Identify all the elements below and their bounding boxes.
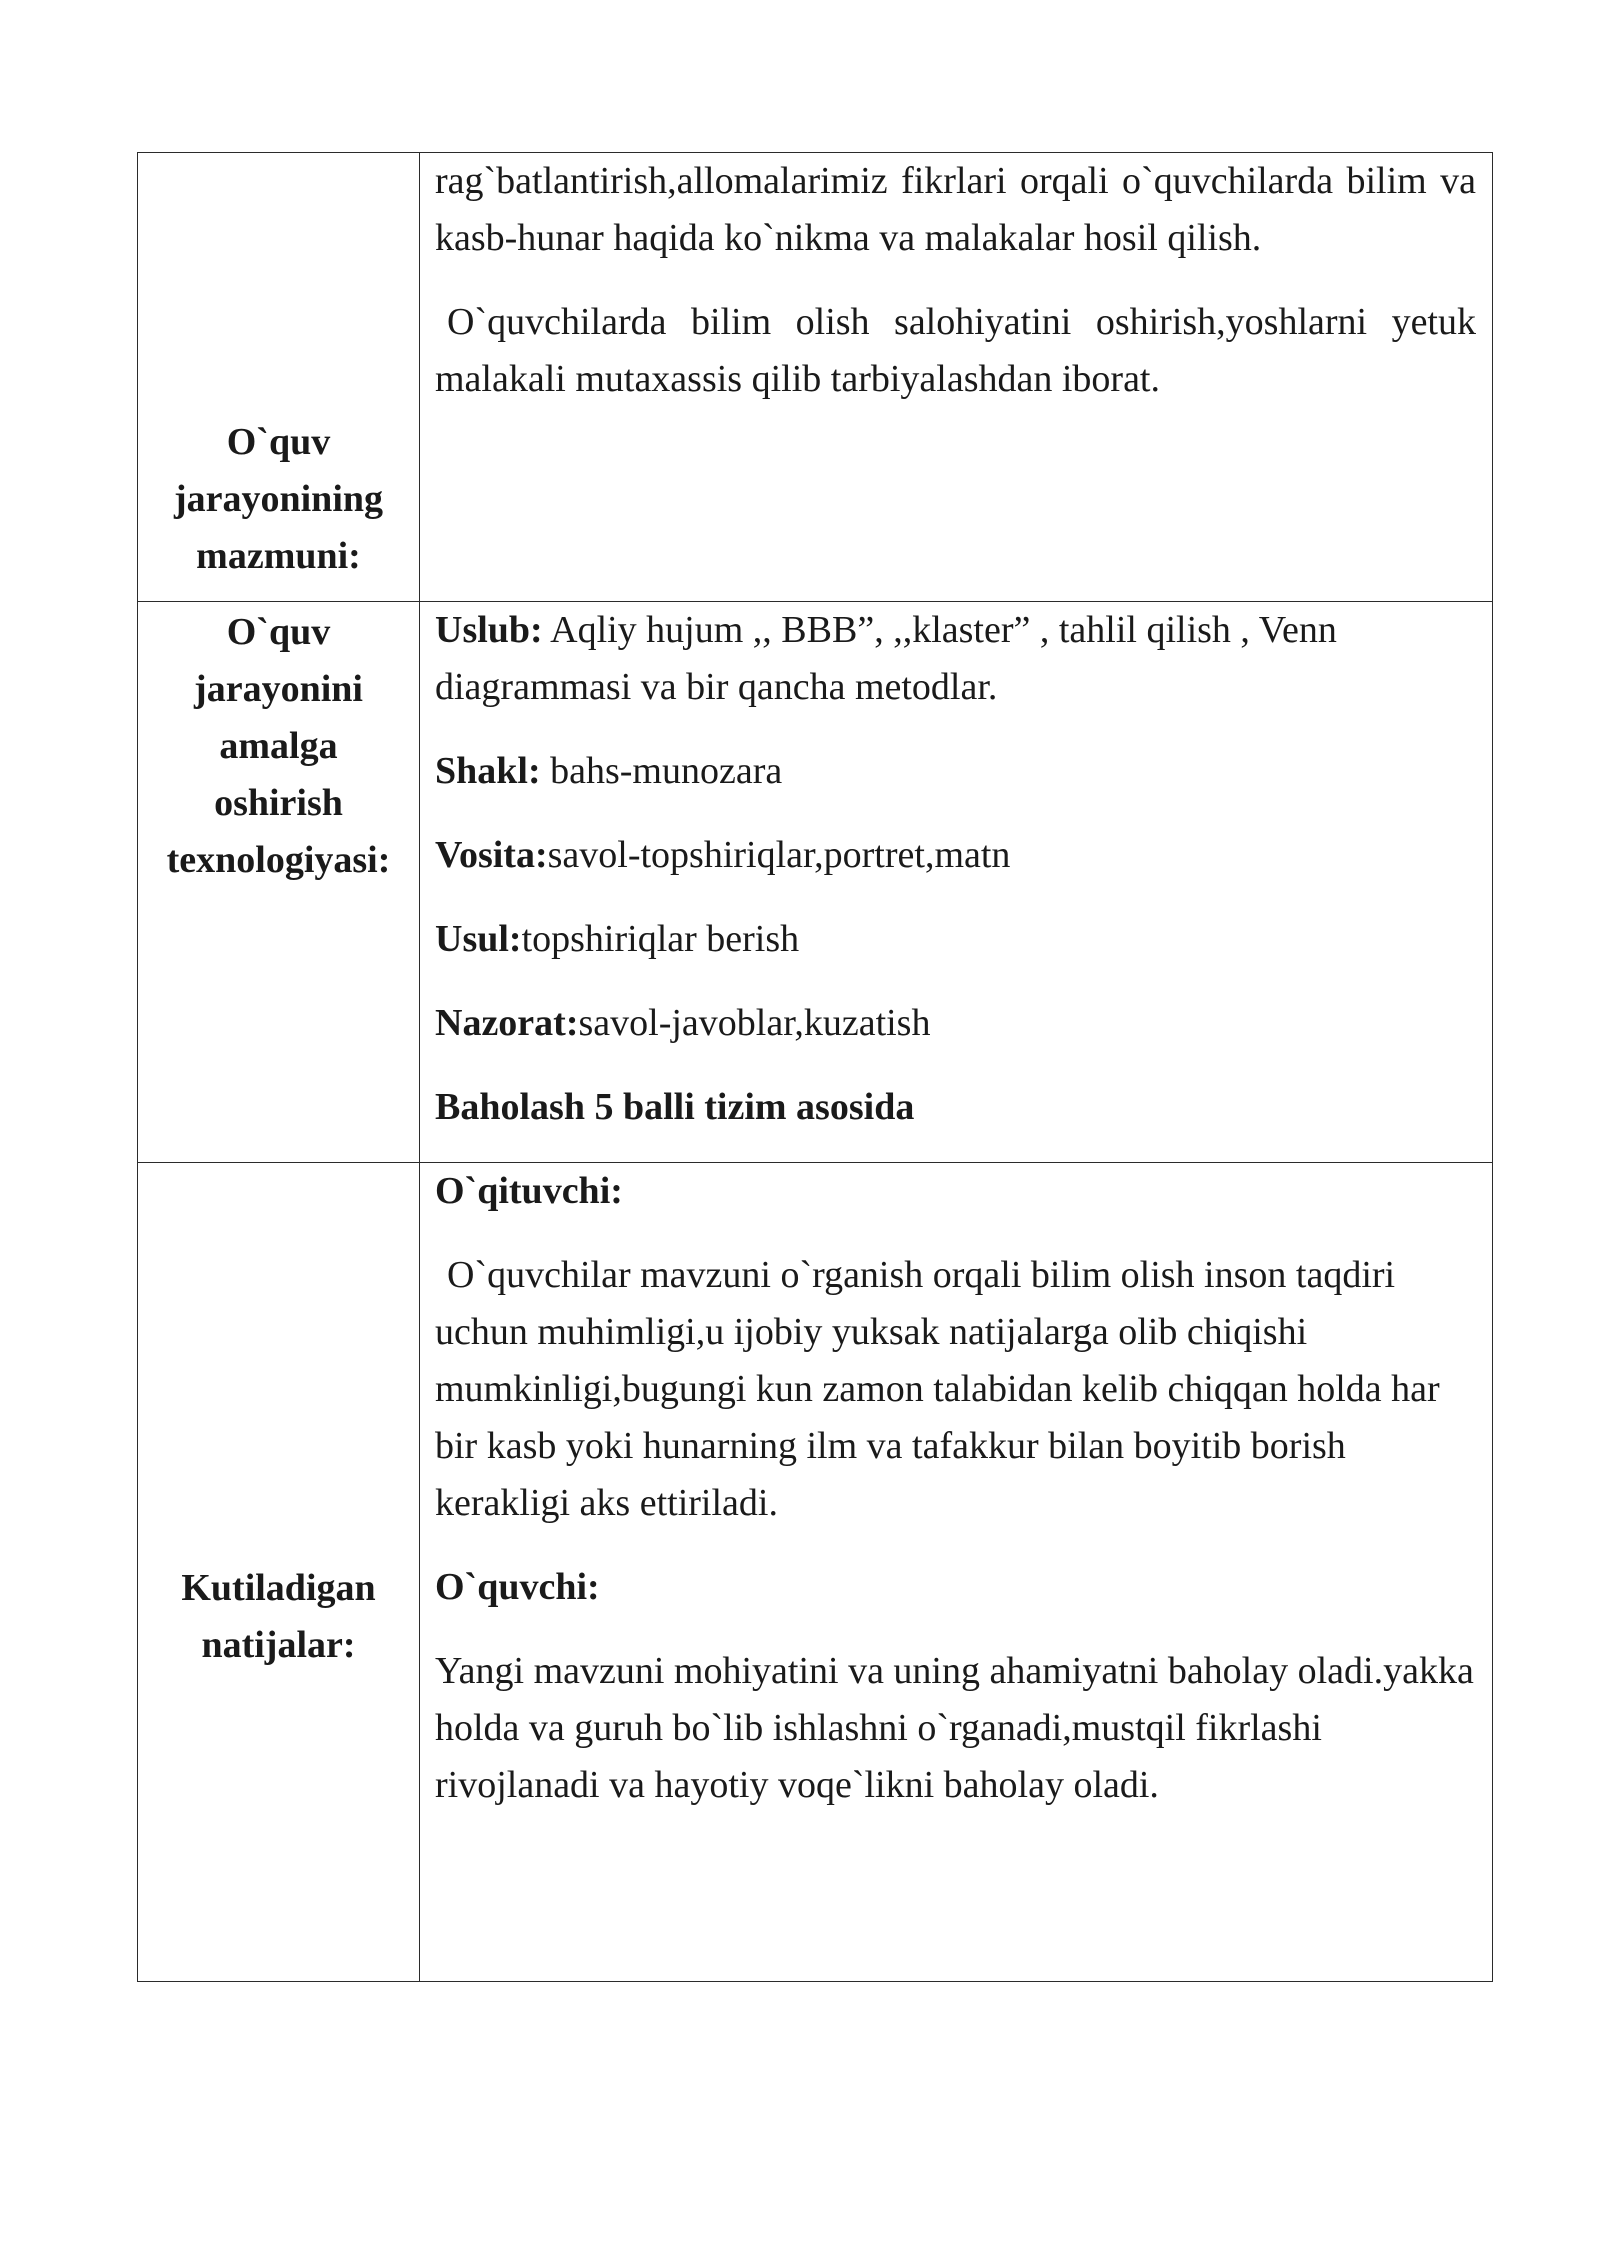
- item-text: Aqliy hujum ,, BBB”, ,,klaster” , tahlil qilish , Venn diagrammasi va bir qancha metodlar.: [435, 609, 1337, 708]
- paragraph: O`quvchilarda bilim olish salohiyatini oshirish,yoshlarni yetuk malakali mutaxassis qilib tarbiyalashdan iborat.: [435, 301, 1476, 400]
- method-item: [435, 602, 1476, 716]
- teacher-paragraph: O`quvchilar mavzuni o`rganish orqali bilim olish inson taqdiri uchun muhimligi,u ijobiy yuksak natijalarga olib chiqishi mumkinligi,bugungi kun zamon talabidan kelib chiqqan holda har bir kasb yoki hunarning ilm va tafakkur bilan boyitib borish kerakligi aks ettiriladi.: [435, 1254, 1440, 1524]
- label-line: texnologiyasi:: [166, 839, 391, 881]
- item-text: savol-topshiriqlar,portret,matn: [547, 834, 1011, 876]
- label-line: jarayonining: [173, 478, 384, 520]
- row-label-expected-results: [138, 1163, 420, 1982]
- label-line: O`quv: [226, 611, 331, 653]
- table-row-technology: [138, 602, 1493, 1163]
- item-text: savol-javoblar,kuzatish: [578, 1002, 931, 1044]
- means-item: [435, 827, 1476, 884]
- row-label-content: [138, 153, 420, 602]
- student-heading: O`quvchi:: [435, 1566, 600, 1608]
- label-line: amalga: [219, 725, 338, 767]
- item-term: Shakl:: [435, 750, 541, 792]
- label-line: mazmuni:: [196, 535, 361, 577]
- row-label-technology: [138, 602, 420, 1163]
- form-item: [435, 743, 1476, 800]
- item-term: Baholash 5 balli tizim asosida: [435, 1086, 915, 1128]
- paragraph: rag`batlantirish,allomalarimiz fikrlari orqali o`quvchilarda bilim va kasb-hunar haqida ko`nikma va malakalar hosil qilish.: [435, 160, 1476, 259]
- item-term: Uslub:: [435, 609, 543, 651]
- item-term: Usul:: [435, 918, 522, 960]
- assessment-item: [435, 1079, 1476, 1136]
- label-line: Kutiladigan: [181, 1567, 376, 1609]
- lesson-plan-table: [137, 152, 1493, 1982]
- approach-item: [435, 911, 1476, 968]
- label-line: natijalar:: [201, 1624, 356, 1666]
- item-term: Nazorat:: [435, 1002, 579, 1044]
- label-line: oshirish: [214, 782, 343, 824]
- teacher-heading: O`qituvchi:: [435, 1170, 623, 1212]
- student-paragraph: Yangi mavzuni mohiyatini va uning ahamiyatni baholay oladi.yakka holda va guruh bo`lib ishlashni o`rganadi,mustqil fikrlashi rivojlanadi va hayotiy voqe`likni baholay oladi.: [435, 1650, 1474, 1806]
- item-term: Vosita:: [435, 834, 548, 876]
- label-line: O`quv: [226, 421, 331, 463]
- row-body-expected-results: [420, 1163, 1493, 1982]
- row-body-technology: [420, 602, 1493, 1163]
- label-line: jarayonini: [194, 668, 363, 710]
- row-body-content: [420, 153, 1493, 602]
- table-row-content: [138, 153, 1493, 602]
- control-item: [435, 995, 1476, 1052]
- item-text: bahs-munozara: [540, 750, 783, 792]
- item-text: topshiriqlar berish: [521, 918, 800, 960]
- table-row-expected-results: [138, 1163, 1493, 1982]
